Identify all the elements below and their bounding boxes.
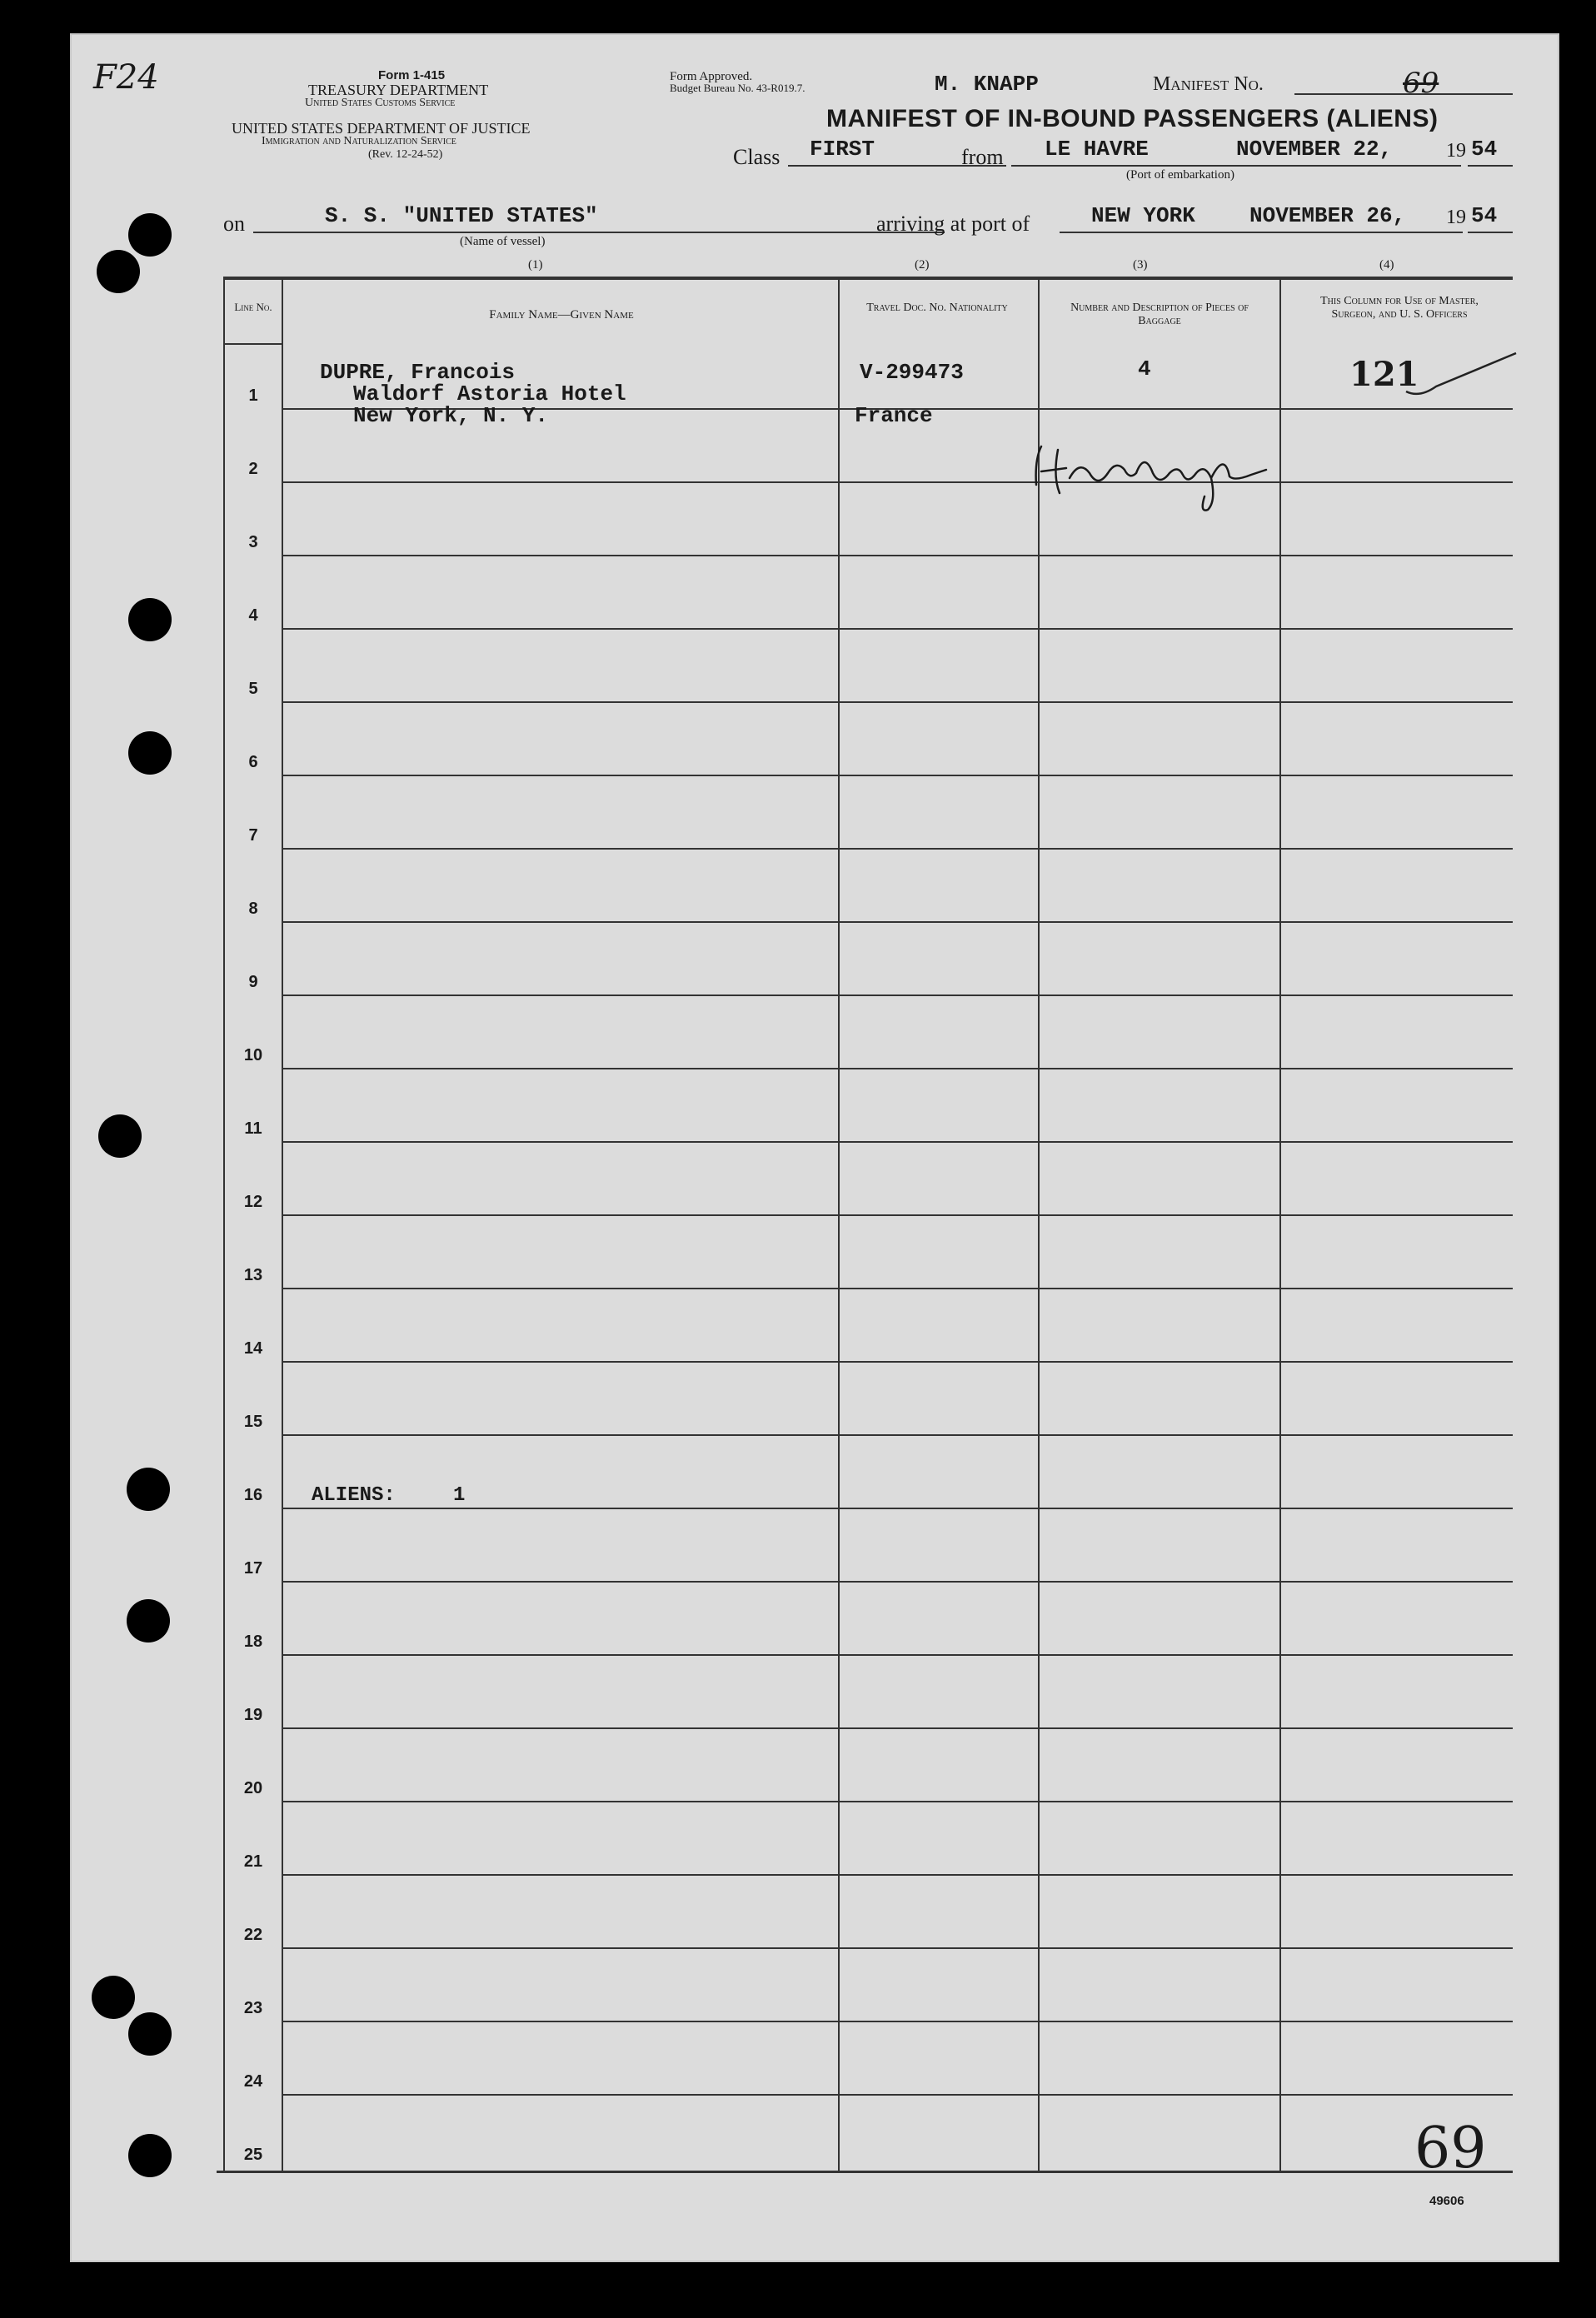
aliens-label: ALIENS: [312,1484,396,1507]
row-number: 16 [243,1486,263,1504]
line-col-divider [282,277,283,2172]
punch-hole [98,1114,142,1158]
row-number: 3 [248,533,258,551]
arrival-year: 54 [1471,203,1498,228]
header-travel-doc: Travel Doc. No. Nationality [866,302,1008,314]
ins-service: Immigration and Naturalization Service [262,135,456,147]
manifest-no-label: Manifest No. [1153,73,1264,95]
officer-signature [1020,426,1286,518]
row-rule [283,1288,1513,1289]
passenger-address-1: Waldorf Astoria Hotel [353,381,626,406]
row-number: 22 [243,1926,263,1944]
row-rule [283,628,1513,630]
row-rule [283,775,1513,776]
baggage-count: 4 [1138,356,1151,381]
corner-note: F24 [93,58,159,97]
row-number: 15 [243,1413,263,1431]
header-line-no: Line No. [234,301,272,313]
officer-col-divider [1279,277,1281,2172]
nationality: France [855,403,933,428]
col-number-3: (3) [1133,258,1148,272]
col-number-1: (1) [528,258,543,272]
row-number: 18 [243,1633,263,1651]
row-rule [283,1214,1513,1216]
vessel-name: S. S. "UNITED STATES" [325,203,598,228]
row-number: 2 [248,460,258,478]
row-rule [283,1727,1513,1729]
form-approved: Form Approved. [670,70,753,83]
doc-col-divider [838,277,840,2172]
row-rule [283,1068,1513,1069]
row-number: 11 [244,1119,262,1138]
row-rule [283,1141,1513,1143]
from-label: from [961,145,1004,169]
punch-hole [127,1468,170,1511]
travel-doc-number: V-299473 [860,360,964,385]
header-baggage: Number and Description of Pieces of Baggage [1070,302,1249,327]
arrival-year-prefix: 19 [1446,207,1466,228]
manifest-title: MANIFEST OF IN-BOUND PASSENGERS (ALIENS) [826,105,1439,132]
manifest-no-value: 69 [1403,67,1439,100]
row-rule [283,481,1513,483]
row-number: 9 [248,973,258,991]
punch-hole [128,213,172,257]
page-number: 69 [1414,2116,1487,2181]
row-number: 5 [248,680,258,698]
row-number: 4 [248,606,258,625]
row-number: 14 [243,1339,263,1358]
manifest-page [70,33,1559,2262]
arrival-line [1060,232,1463,233]
from-line [1011,165,1461,167]
punch-hole [128,731,172,775]
departure-year: 54 [1471,137,1498,162]
arrival-date: NOVEMBER 26, [1249,203,1406,228]
class-value: FIRST [810,137,875,162]
table-bottom-border [217,2171,1513,2173]
customs-service: United States Customs Service [305,97,456,109]
vessel-caption: (Name of vessel) [460,235,546,248]
row-number: 17 [243,1559,263,1578]
row-rule [283,1508,1513,1509]
col-number-4: (4) [1379,258,1394,272]
row-number: 10 [243,1046,263,1064]
row-number: 1 [248,386,258,405]
punch-hole [128,598,172,641]
row-rule [283,848,1513,850]
punch-hole [92,1976,135,2019]
punch-hole [97,250,140,293]
officer-check-mark [1403,350,1519,400]
row-rule [283,921,1513,923]
revision: (Rev. 12-24-52) [368,148,443,161]
budget-bureau: Budget Bureau No. 43-R019.7. [670,82,805,94]
row-rule [283,1361,1513,1363]
vessel-line [253,232,945,233]
form-number: Form 1-415 [378,68,446,82]
baggage-col-divider [1038,277,1040,2172]
row-number: 7 [248,826,258,845]
row-number: 23 [243,1999,263,2017]
officer-mark: 121 [1349,355,1419,394]
row-rule [283,701,1513,703]
departure-year-line [1468,165,1513,167]
row-number: 20 [243,1779,263,1797]
row-rule [283,1947,1513,1949]
row-number: 21 [243,1852,263,1871]
header-rule [225,343,282,345]
footer-code: 49606 [1429,2194,1464,2208]
punch-hole [127,1599,170,1643]
row-number: 12 [243,1193,263,1211]
port-caption: (Port of embarkation) [1126,168,1234,182]
from-port: LE HAVRE [1045,137,1149,162]
row-rule [283,1801,1513,1802]
row-number: 24 [243,2072,263,2091]
passenger-name: DUPRE, Francois [320,360,516,385]
departure-date: NOVEMBER 22, [1236,137,1393,162]
aliens-count: 1 [453,1484,466,1507]
row-rule [283,1434,1513,1436]
treasury-dept: TREASURY DEPARTMENT [308,82,489,98]
passenger-address-2: New York, N. Y. [353,403,549,428]
row-number: 19 [243,1706,263,1724]
row-rule [283,555,1513,556]
row-rule [283,1654,1513,1656]
departure-year-prefix: 19 [1446,140,1466,162]
row-rule [283,1874,1513,1876]
row-rule [283,1581,1513,1583]
table-left-border [223,277,225,2172]
row-number: 25 [243,2146,263,2164]
row-rule [283,2094,1513,2096]
class-label: Class [733,145,781,169]
justice-dept: UNITED STATES DEPARTMENT OF JUSTICE [232,120,531,137]
header-officers: This Column for Use of Master, Surgeon, and U. S. Officers [1320,295,1479,321]
row-rule [283,994,1513,996]
row-number: 8 [248,900,258,918]
on-label: on [223,212,245,236]
punch-hole [128,2012,172,2056]
punch-hole [128,2134,172,2177]
header-name: Family Name—Given Name [489,308,634,322]
row-number: 13 [243,1266,263,1284]
arrival-year-line [1468,232,1513,233]
officer-name: M. KNAPP [935,72,1039,97]
table-top-border [223,277,1513,280]
row-number: 6 [248,753,258,771]
arriving-label: arriving at port of [876,212,1030,236]
col-number-2: (2) [915,258,930,272]
arrival-port: NEW YORK [1091,203,1195,228]
row-rule [283,2021,1513,2022]
